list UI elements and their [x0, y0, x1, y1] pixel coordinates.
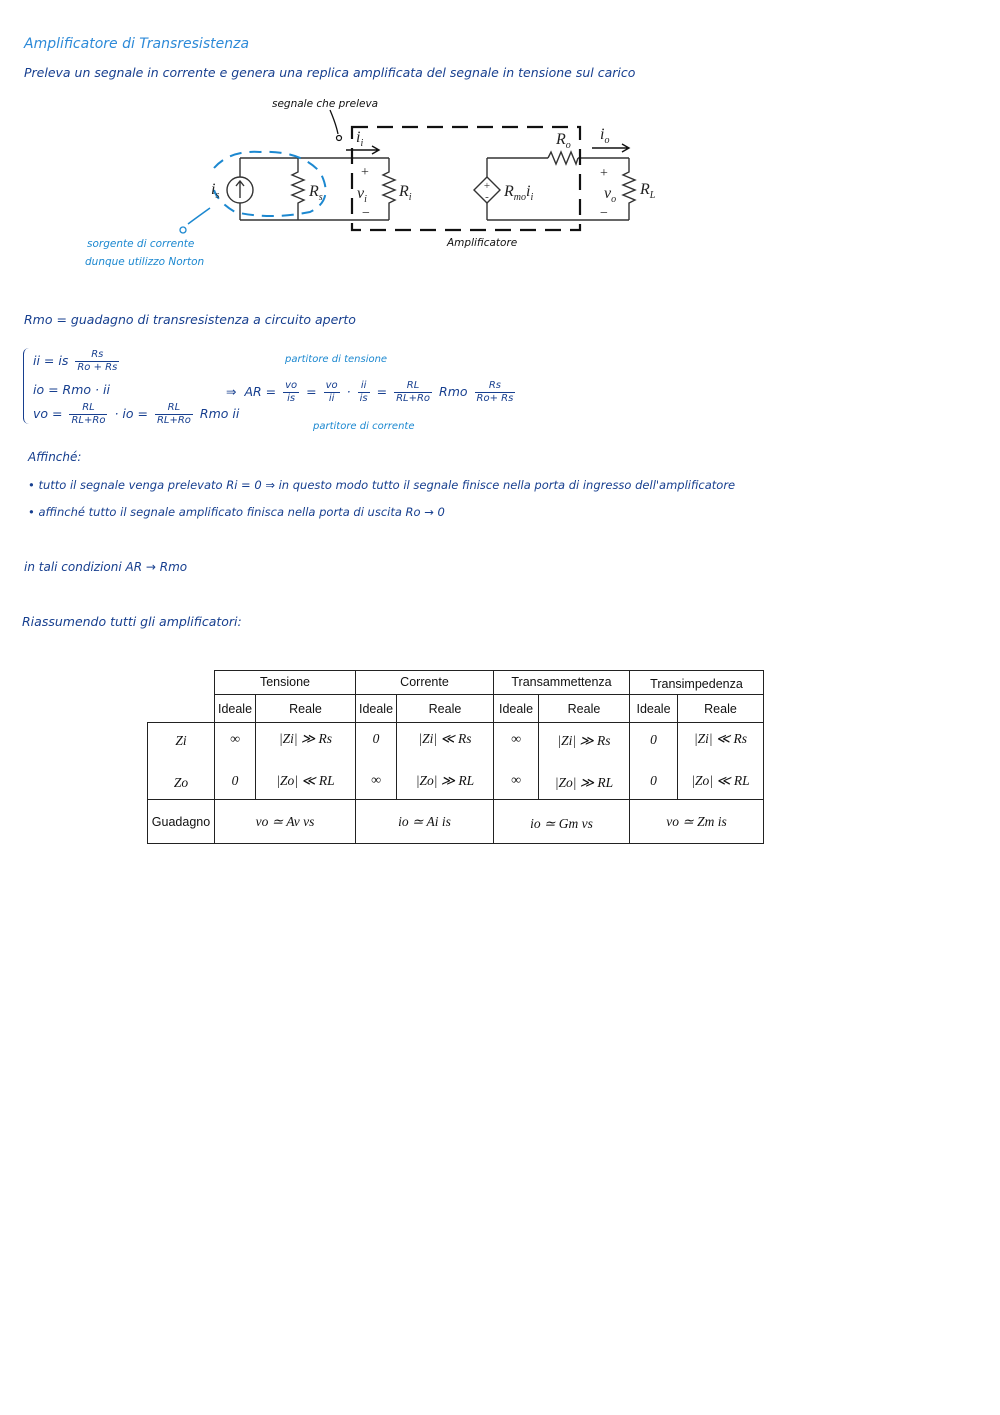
gain-tensione: vo ≃ Av vs [255, 814, 315, 829]
subheader-reale: Reale [704, 701, 737, 716]
ro-resistor [548, 152, 578, 164]
svg-text:ii: $i_i$ [356, 129, 364, 149]
zo-transimpedenza-reale: |Zo| ≪ RL [691, 773, 750, 788]
rl-resistor [623, 158, 635, 220]
source-wire [240, 158, 298, 220]
zo-transammettenza-reale: |Zo| ≫ RL [554, 775, 614, 790]
subheader-ideale: Ideale [636, 701, 671, 716]
subheader-ideale: Ideale [498, 701, 534, 716]
svg-text:Ro: $R_o$ [556, 131, 571, 151]
amplifier-label: Amplificatore [447, 237, 518, 249]
equation-io: io = Rmo · ii [33, 382, 110, 397]
subheader-ideale: Ideale [217, 701, 253, 716]
zi-tensione-ideale: ∞ [230, 731, 240, 746]
zo-corrente-ideale: ∞ [371, 772, 381, 787]
source-note-line1: sorgente di corrente [87, 238, 195, 250]
zo-transimpedenza-ideale: 0 [650, 773, 657, 788]
page-description: Preleva un segnale in corrente e genera una replica amplificata del segnale in tensione sul carico [24, 65, 636, 80]
svg-text:+: + [361, 165, 369, 180]
svg-text:-: - [485, 191, 489, 203]
zo-corrente-reale: |Zo| ≫ RL [415, 773, 475, 788]
group-header-transammettenza: Transammettenza [511, 675, 612, 689]
rmo-definition: Rmo = guadagno di transresistenza a circuito aperto [24, 312, 356, 327]
subheader-ideale: Ideale [358, 701, 394, 716]
equation-ar: ⇒ AR = $\frac{vo}{is}$ = $\frac{vo}{ii}$ · $\frac{ii}{is}$ = $\frac{RL}{RL+Ro}$ Rmo $\frac{Rs}{Ro+ Rs}$ [226, 380, 514, 404]
svg-text:vo: $v_o$ [604, 185, 617, 205]
source-note-line2: dunque utilizzo Norton [85, 256, 205, 268]
system-brace [23, 348, 30, 424]
note-partitore-corrente: partitore di corrente [313, 421, 415, 432]
zo-tensione-reale: |Zo| ≪ RL [276, 773, 335, 788]
equation-vo: vo = $\frac{RL}{RL+Ro}$ · io = $\frac{RL}{RL+Ro}$ Rmo ii [33, 402, 240, 426]
gain-corrente: io ≃ Ai is [398, 814, 451, 829]
zi-transammettenza-ideale: ∞ [511, 731, 521, 746]
svg-text:vi: $v_i$ [357, 185, 367, 205]
zi-corrente-reale: |Zi| ≪ Rs [418, 731, 472, 746]
circuit-annotation-segnale: segnale che preleva [272, 98, 379, 110]
equation-ii: ii = is $\frac{Rs}{Ro + Rs}$ [33, 349, 118, 373]
svg-text:is: $i_s$ [211, 181, 220, 201]
zi-transammettenza-reale: |Zi| ≫ Rs [557, 733, 611, 748]
conditions-heading: Affinché: [28, 450, 82, 464]
zo-tensione-ideale: 0 [231, 773, 239, 788]
svg-text:Rmoii: $R_{mo}i_i$ [504, 183, 534, 203]
group-header-corrente: Corrente [400, 675, 449, 689]
zi-corrente-ideale: 0 [372, 731, 380, 746]
svg-text:−: − [362, 206, 370, 221]
zi-transimpedenza-reale: |Zi| ≪ Rs [693, 731, 748, 746]
subheader-reale: Reale [567, 701, 601, 716]
svg-text:Ri: $R_i$ [399, 183, 412, 203]
amplifier-summary-table [147, 670, 764, 844]
conditions-result: in tali condizioni AR → Rmo [24, 560, 188, 574]
row-label-zo: Zo [173, 775, 189, 790]
subheader-reale: Reale [428, 701, 462, 716]
amplifier-box [352, 127, 580, 230]
subheader-reale: Reale [289, 701, 322, 716]
group-header-tensione: Tensione [259, 675, 311, 689]
summary-heading: Riassumendo tutti gli amplificatori: [22, 614, 242, 629]
svg-text:−: − [600, 206, 608, 221]
gain-transimpedenza: vo ≃ Zm is [666, 814, 727, 829]
svg-text:Rs: $R_s$ [309, 183, 323, 203]
page-title: Amplificatore di Transresistenza [24, 36, 250, 52]
group-header-transimpedenza: Transimpedenza [650, 677, 743, 691]
zo-transammettenza-ideale: ∞ [511, 772, 521, 787]
zi-transimpedenza-ideale: 0 [650, 732, 657, 747]
condition-bullet-2: • affinché tutto il segnale amplificato finisca nella porta di uscita Ro → 0 [28, 505, 445, 519]
rs-resistor [292, 158, 304, 220]
gain-transammettenza: io ≃ Gm vs [530, 816, 593, 831]
transresistance-circuit-diagram [0, 90, 1000, 280]
zi-tensione-reale: |Zi| ≫ Rs [278, 731, 333, 746]
row-label-guadagno: Guadagno [151, 814, 211, 829]
svg-text:+: + [483, 180, 491, 192]
note-partitore-tensione: partitore di tensione [285, 354, 388, 365]
row-label-zi: Zi [175, 733, 187, 748]
condition-bullet-1: • tutto il segnale venga prelevato Ri = 0 ⇒ in questo modo tutto il segnale finisce nella porta di ingresso dell'amplificatore [28, 478, 736, 492]
svg-text:+: + [600, 166, 608, 181]
svg-text:io: $i_o$ [600, 126, 610, 146]
svg-text:RL: $R_L$ [640, 181, 656, 201]
ri-resistor [383, 158, 395, 220]
